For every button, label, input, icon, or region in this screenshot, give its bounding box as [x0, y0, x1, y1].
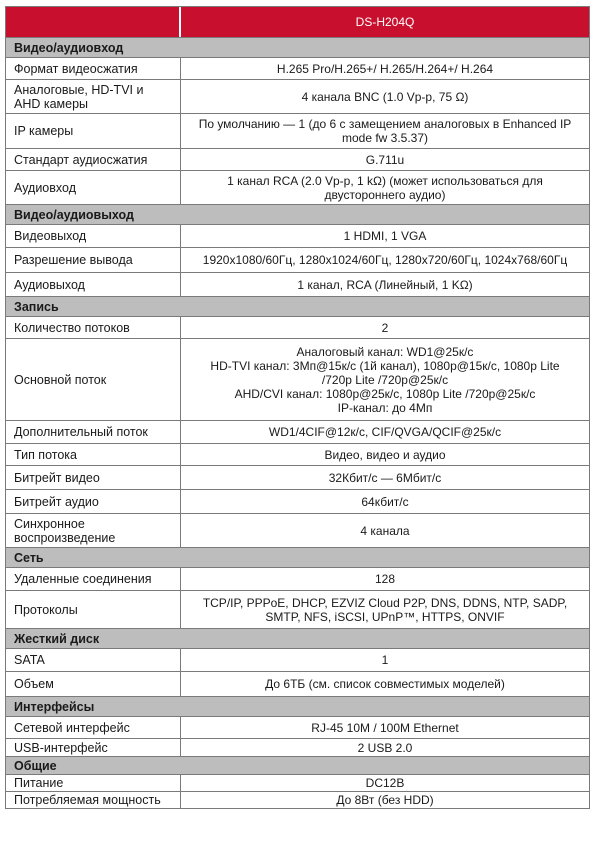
- spec-value: [181, 717, 589, 738]
- spec-value: [181, 739, 589, 756]
- spec-value: [181, 80, 589, 113]
- spec-row: [5, 317, 590, 339]
- section-header: Запись: [5, 297, 590, 317]
- spec-value-line: DC12В: [365, 776, 405, 790]
- spec-label: Видеовыход: [6, 225, 181, 247]
- spec-row: [5, 591, 590, 629]
- spec-row: [5, 273, 590, 297]
- spec-value: [181, 421, 589, 443]
- section-header: Видео/аудиовход: [5, 38, 590, 58]
- table-body: [5, 38, 590, 809]
- spec-row: [5, 248, 590, 273]
- spec-row: [5, 339, 590, 421]
- spec-value-line: WD1/4CIF@12к/с, CIF/QVGA/QCIF@25к/с: [268, 425, 502, 439]
- spec-value-line: SMTP, NFS, iSCSI, UPnP™, HTTPS, ONVIF: [265, 609, 505, 624]
- spec-value-line: 2 USB 2.0: [357, 740, 413, 755]
- spec-value-line: AHD/CVI канал: 1080p@25к/с, 1080p Lite /720p@25к/с: [234, 386, 536, 401]
- spec-row: [5, 444, 590, 466]
- spec-row: [5, 490, 590, 514]
- spec-row: [5, 717, 590, 739]
- spec-label: SATA: [6, 649, 181, 671]
- spec-value-line: /720p Lite /720p@25к/с: [321, 372, 449, 387]
- spec-row: [5, 466, 590, 490]
- spec-value: [181, 672, 589, 696]
- spec-row: [5, 58, 590, 80]
- spec-row: [5, 739, 590, 757]
- spec-value-line: 2: [381, 320, 389, 335]
- spec-value-line: 1: [381, 653, 389, 667]
- spec-value-line: Аналоговый канал: WD1@25к/с: [296, 344, 474, 359]
- spec-row: [5, 149, 590, 171]
- spec-row: [5, 568, 590, 591]
- spec-value-line: IP-канал: до 4Мп: [337, 400, 433, 415]
- spec-row: [5, 114, 590, 149]
- spec-value: [181, 444, 589, 465]
- spec-label: Аудиовыход: [6, 273, 181, 296]
- spec-value-line: 1920x1080/60Гц, 1280x1024/60Гц, 1280x720/60Гц, 1024x768/60Гц: [202, 253, 568, 267]
- spec-value-line: mode fw 3.5.37): [341, 131, 429, 145]
- spec-value-line: 1 канал RCA (2.0 Vp-p, 1 kΩ) (может использоваться для: [227, 173, 543, 188]
- spec-label: Дополнительный поток: [6, 421, 181, 443]
- spec-value: [181, 58, 589, 79]
- spec-label: Питание: [6, 775, 181, 791]
- spec-label: Протоколы: [6, 591, 181, 628]
- spec-value: [181, 149, 589, 170]
- spec-value-line: TCP/IP, PPPoE, DHCP, EZVIZ Cloud P2P, DNS, DDNS, NTP, SADP,: [202, 595, 568, 610]
- spec-value-line: По умолчанию — 1 (до 6 с замещением аналоговых в Enhanced IP: [198, 117, 572, 131]
- spec-label: Сетевой интерфейс: [6, 717, 181, 738]
- spec-value-line: H.265 Pro/H.265+/ H.265/H.264+/ H.264: [276, 61, 494, 76]
- spec-value-line: 64кбит/с: [361, 494, 409, 509]
- spec-value-line: До 6ТБ (см. список совместимых моделей): [265, 677, 505, 691]
- spec-table: [5, 6, 590, 809]
- spec-value: [181, 248, 589, 272]
- spec-value-line: RJ-45 10M / 100M Ethernet: [311, 720, 459, 735]
- spec-value-line: 32Кбит/с — 6Мбит/с: [328, 470, 442, 485]
- spec-value: [181, 792, 589, 808]
- table-header: [5, 6, 590, 38]
- section-header: Жесткий диск: [5, 629, 590, 649]
- spec-label: Формат видеосжатия: [6, 58, 181, 79]
- spec-row: [5, 80, 590, 114]
- spec-value-line: G.711u: [365, 152, 405, 167]
- spec-label: Объем: [6, 672, 181, 696]
- spec-row: [5, 171, 590, 205]
- spec-row: [5, 421, 590, 444]
- spec-value-line: 1 канал, RCA (Линейный, 1 KΩ): [297, 277, 473, 292]
- section-header: Интерфейсы: [5, 697, 590, 717]
- spec-value-line: двустороннего аудио): [324, 187, 446, 202]
- spec-row: [5, 225, 590, 248]
- spec-value: [181, 114, 589, 148]
- spec-value-line: 4 канала BNC (1.0 Vp-p, 75 Ω): [301, 89, 469, 104]
- spec-label: USB-интерфейс: [6, 739, 181, 756]
- spec-value-line: HD-TVI канал: 3Мп@15к/с (1й канал), 1080р@15к/с, 1080p Lite: [210, 358, 560, 373]
- spec-value: [181, 514, 589, 547]
- spec-value: [181, 339, 589, 420]
- spec-value: [181, 273, 589, 296]
- section-header: Видео/аудиовыход: [5, 205, 590, 225]
- spec-value-line: Видео, видео и аудио: [324, 447, 446, 462]
- spec-value: [181, 490, 589, 513]
- spec-row: [5, 792, 590, 809]
- spec-value: [181, 775, 589, 791]
- spec-label: Битрейт аудио: [6, 490, 181, 513]
- spec-value-line: 4 канала: [360, 523, 410, 538]
- spec-label: Тип потока: [6, 444, 181, 465]
- spec-value: [181, 591, 589, 628]
- spec-row: [5, 649, 590, 672]
- spec-value: [181, 171, 589, 204]
- spec-label: Потребляемая мощность: [6, 792, 181, 808]
- spec-row: [5, 672, 590, 697]
- spec-label: IP камеры: [6, 114, 181, 148]
- spec-label: Разрешение вывода: [6, 248, 181, 272]
- spec-label: Удаленные соединения: [6, 568, 181, 590]
- spec-label: Синхронное воспроизведение: [6, 514, 181, 547]
- spec-value: [181, 466, 589, 489]
- spec-value-line: 1 HDMI, 1 VGA: [343, 229, 427, 243]
- spec-value-line: До 8Вт (без HDD): [336, 793, 434, 807]
- section-header: Общие: [5, 757, 590, 775]
- spec-label: Битрейт видео: [6, 466, 181, 489]
- spec-label: Аналоговые, HD-TVI и AHD камеры: [6, 80, 181, 113]
- spec-label: Аудиовход: [6, 171, 181, 204]
- spec-value: [181, 225, 589, 247]
- spec-value: [181, 568, 589, 590]
- spec-label: Количество потоков: [6, 317, 181, 338]
- spec-label: Основной поток: [6, 339, 181, 420]
- model-name: DS-H204Q: [181, 7, 589, 37]
- spec-value-line: 128: [374, 572, 396, 586]
- section-header: Сеть: [5, 548, 590, 568]
- spec-value: [181, 649, 589, 671]
- spec-label: Стандарт аудиосжатия: [6, 149, 181, 170]
- spec-row: [5, 514, 590, 548]
- spec-value: [181, 317, 589, 338]
- spec-row: [5, 775, 590, 792]
- header-blank-cell: [6, 7, 181, 37]
